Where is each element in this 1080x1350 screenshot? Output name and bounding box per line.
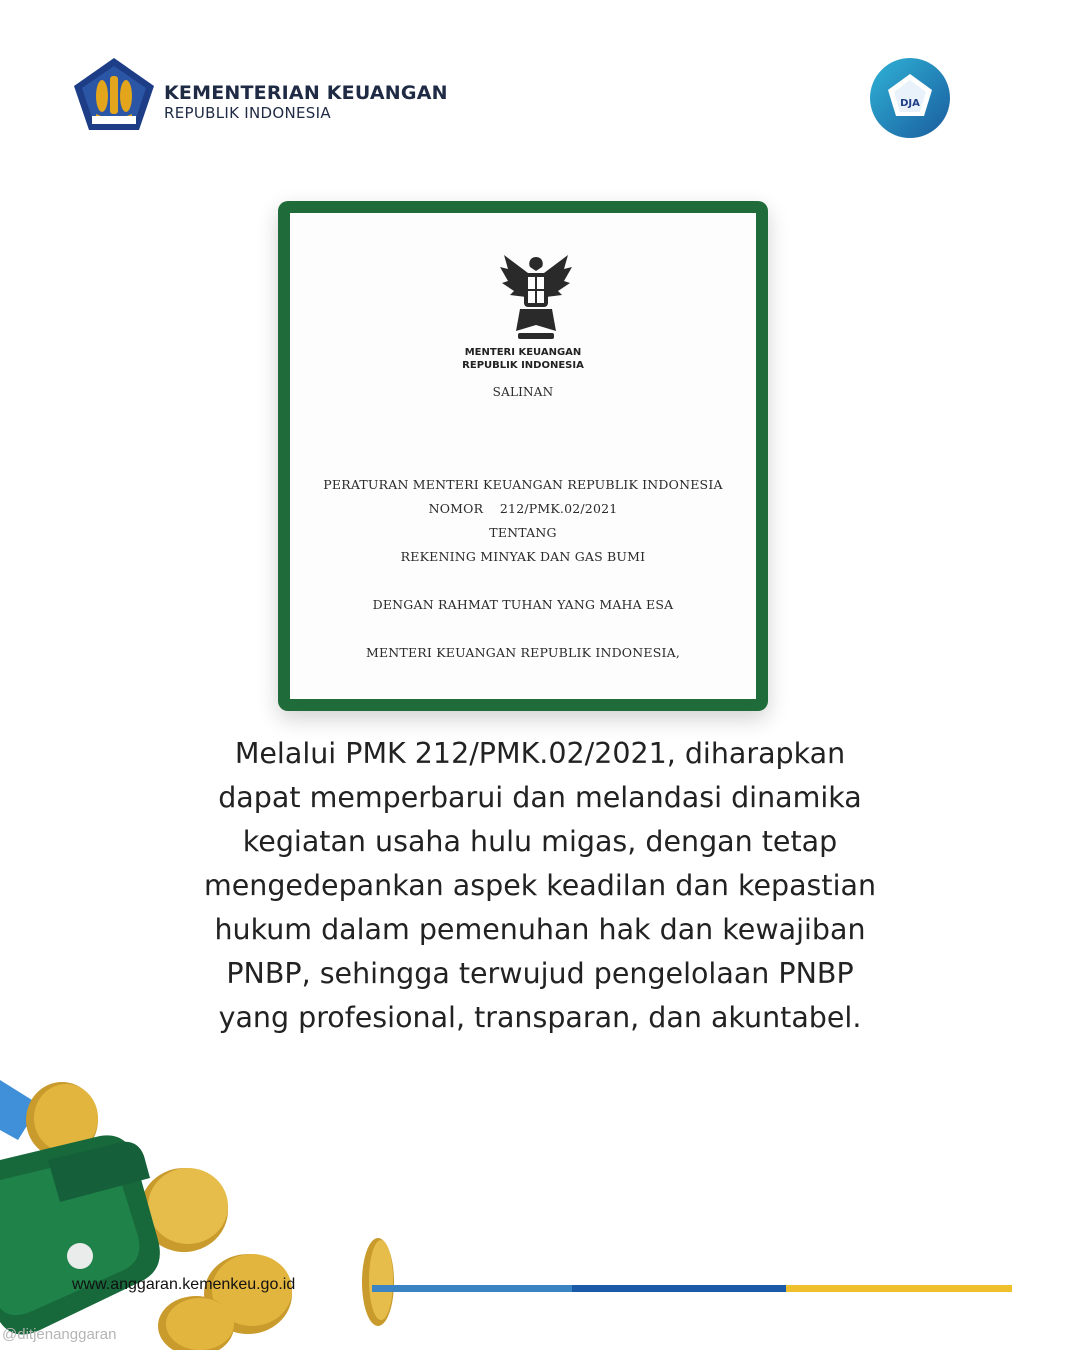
description-line: PNBP, sehingga terwujud pengelolaan PNBP [226,957,854,990]
footer-stripe-blue [572,1285,786,1292]
wallet-coins-decoration-icon [0,1060,420,1350]
document-subject: REKENING MINYAK DAN GAS BUMI [400,549,646,564]
document-salinan: SALINAN [492,385,554,399]
ministry-text [164,84,448,122]
description-line: dapat memperbarui dan melandasi dinamika [218,781,862,814]
ministry-subtitle: REPUBLIK INDONESIA [164,103,331,122]
garuda-emblem-icon [496,251,576,345]
document-minister-title: MENTERI KEUANGAN REPUBLIK INDONESIA [462,347,584,371]
description-line: kegiatan usaha hulu migas, dengan tetap [242,825,838,858]
dja-label: DJA [900,98,920,109]
description-paragraph [110,732,970,1040]
description-line: mengedepankan aspek keadilan dan kepastian [203,869,877,902]
wallet-icon [0,1135,160,1334]
description-line: Melalui PMK 212/PMK.02/2021, diharapkan [234,737,846,770]
kemenkeu-logo-icon [72,56,156,132]
footer-stripe-yellow [786,1285,1012,1292]
description-line: yang profesional, transparan, dan akuntabel. [218,1001,862,1034]
document-minister-line: MENTERI KEUANGAN REPUBLIK INDONESIA, [365,645,681,660]
regulation-document-preview [278,201,768,711]
document-tentang: TENTANG [489,525,557,540]
coin-icon [362,1238,394,1326]
description-line: hukum dalam pemenuhan hak dan kewajiban [214,913,866,946]
document-number: NOMOR 212/PMK.02/2021 [428,501,618,516]
dja-logo-icon [868,56,952,140]
ministry-name: KEMENTERIAN KEUANGAN [164,82,448,104]
footer-stripe-light-blue [372,1285,572,1292]
document-regulation-title: PERATURAN MENTERI KEUANGAN REPUBLIK INDONESIA [323,477,723,492]
instagram-watermark: @ditjenanggaran [2,1326,117,1343]
website-url: www.anggaran.kemenkeu.go.id [72,1276,296,1293]
document-blessing: DENGAN RAHMAT TUHAN YANG MAHA ESA [372,597,674,612]
